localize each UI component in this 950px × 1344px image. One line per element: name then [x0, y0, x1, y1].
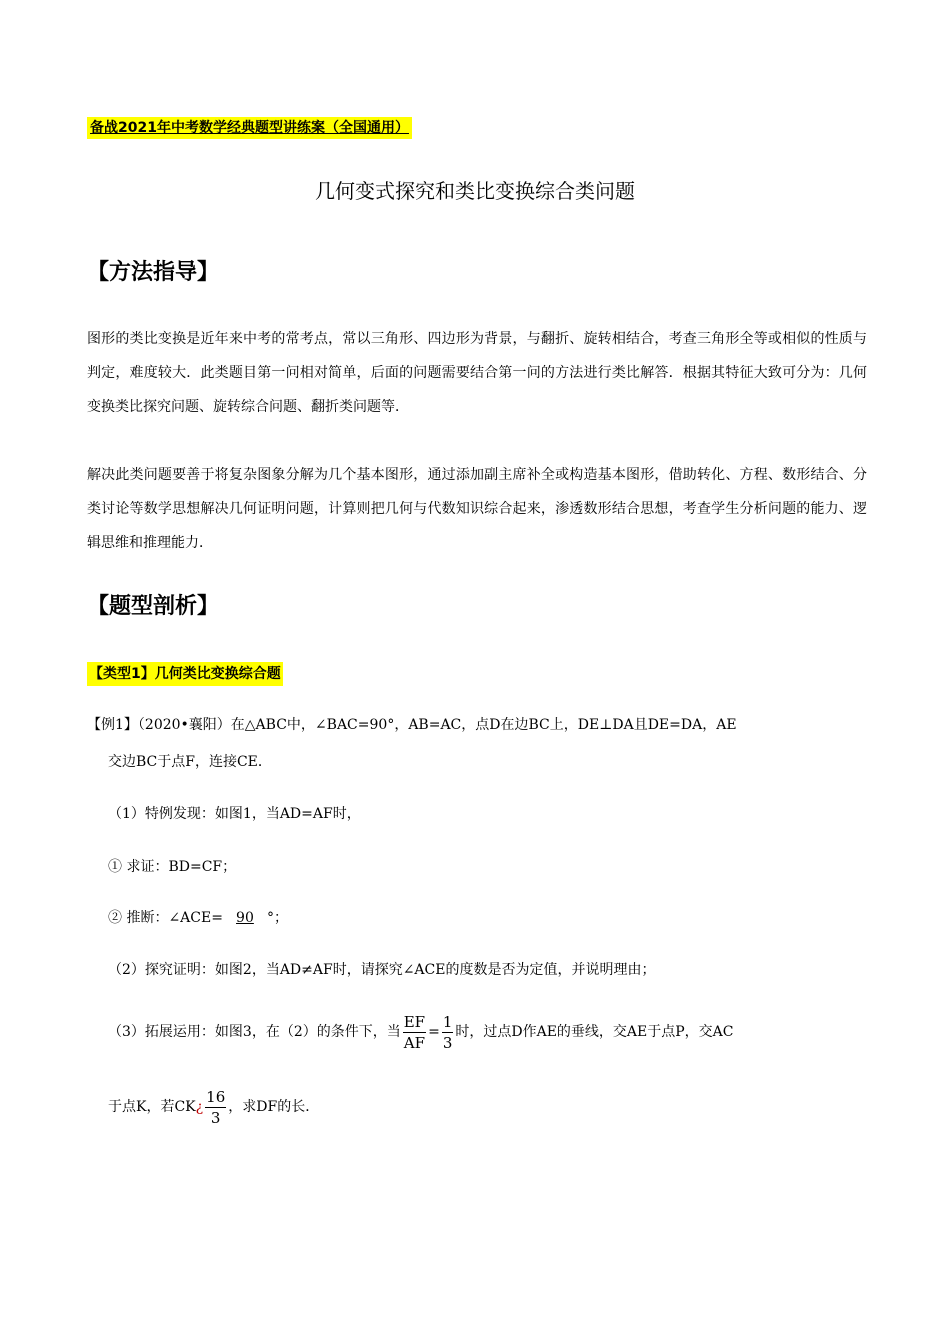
section-heading-method: 【方法指导】: [87, 260, 220, 285]
part-3: [108, 1010, 734, 1054]
part-3-line-2-end: ，求DF的长．: [228, 1099, 320, 1115]
part-1-b: [108, 906, 288, 930]
fraction-numerator: 1: [442, 1012, 453, 1031]
part-1: （1）特例发现：如图1，当AD=AF时，: [108, 806, 361, 822]
part-3-line-2-text: 于点K，若CK: [108, 1099, 196, 1115]
type-tag: 【类型1】几何类比变换综合题: [87, 662, 283, 686]
part-3-line-2: [108, 1085, 319, 1129]
part-1-a: ① 求证：BD=CF；: [108, 859, 237, 875]
part-2: （2）探究证明：如图2，当AD≠AF时，请探究∠ACE的度数是否为定值，并说明理由；: [108, 962, 656, 978]
fraction-ef-af: [403, 1012, 426, 1053]
method-paragraph-2: 解决此类问题要善于将复杂图象分解为几个基本图形，通过添加副主席补全或构造基本图形，借助转化、方程、数形结合、分类讨论等数学思想解决几何证明问题，计算则把几何与代数知识综合起来，渗透数形结合思想，考查学生分析问题的能力、逻辑思维和推理能力．: [87, 467, 867, 551]
section-heading-analysis: 【题型剖析】: [87, 594, 220, 619]
example-line-1: 【例1】（2020•襄阳）在△ABC中，∠BAC=90°，AB=AC，点D在边BC上，DE⊥DA且DE=DA，AE: [87, 717, 737, 733]
part-1-b-suffix: °；: [266, 910, 288, 926]
example-line-2: 交边BC于点F，连接CE．: [108, 754, 272, 770]
series-tag: 备战2021年中考数学经典题型讲练案（全国通用）: [87, 117, 412, 139]
fraction-one-third: [442, 1012, 454, 1053]
fraction-numerator: EF: [403, 1012, 426, 1031]
method-paragraph-1: 图形的类比变换是近年来中考的常考点，常以三角形、四边形为背景，与翻折、旋转相结合，考查三角形全等或相似的性质与判定，难度较大．此类题目第一问相对简单，后面的问题需要结合第一问的方法进行类比解答．根据其特征大致可分为：几何变换类比探究问题、旋转综合问题、翻折类问题等．: [87, 331, 867, 415]
part-3-text: （3）拓展运用：如图3，在（2）的条件下，当: [108, 1024, 401, 1040]
answer-blank: 90: [236, 910, 254, 926]
fraction-denominator: 3: [442, 1033, 453, 1052]
fraction-denominator: AF: [403, 1033, 426, 1052]
fraction-denominator: 3: [210, 1108, 221, 1127]
equals-sign: =: [428, 1024, 440, 1040]
encoding-mark: ¿: [195, 1099, 204, 1115]
document-title: 几何变式探究和类比变换综合类问题: [315, 179, 635, 203]
fraction-numerator: 16: [206, 1087, 226, 1106]
part-3-text-continued: 时，过点D作AE的垂线，交AE于点P，交AC: [455, 1024, 734, 1040]
fraction-sixteen-thirds: [205, 1087, 226, 1128]
part-1-b-text: ② 推断：∠ACE=: [108, 910, 223, 926]
